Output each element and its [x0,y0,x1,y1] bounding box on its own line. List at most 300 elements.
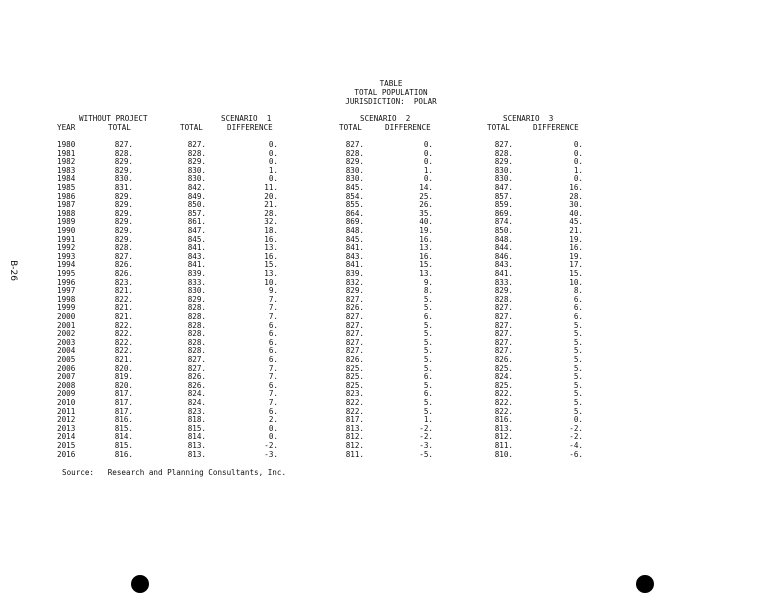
cell-scenario-2-total: 841. [345,260,364,270]
cell-scenario-3-total: 822. [494,398,513,407]
cell-year: 2000 [57,312,76,321]
cell-without-project-total: 823. [114,277,133,287]
cell-scenario-2-difference: -2. [419,423,433,433]
cell-scenario-1-difference: 0. [268,140,278,149]
cell-scenario-1-difference: 9. [268,286,278,296]
cell-scenario-3-difference: -2. [569,432,583,442]
cell-scenario-2-difference: 19. [419,226,433,235]
cell-scenario-3-difference: 0. [573,415,583,425]
cell-scenario-3-total: 829. [494,286,513,296]
cell-scenario-2-difference: 5. [423,363,433,373]
cell-year: 2011 [57,406,76,416]
cell-scenario-3-total: 869. [494,208,513,218]
cell-scenario-2-total: 812. [345,441,364,450]
cell-year: 1992 [57,243,76,253]
cell-year: 1994 [57,260,76,270]
cell-scenario-3-total: 827. [494,320,513,330]
cell-scenario-1-total: 828. [187,312,206,321]
cell-scenario-3-difference: 1. [573,165,583,175]
cell-scenario-2-difference: 5. [423,346,433,356]
cell-scenario-1-total: 826. [187,380,206,390]
cell-year: 2016 [57,449,76,459]
cell-scenario-1-total: 828. [187,346,206,356]
cell-scenario-3-total: 827. [494,140,513,149]
cell-without-project-total: 829. [114,217,133,227]
cell-year: 2014 [57,432,76,442]
cell-scenario-1-difference: 15. [264,260,278,270]
cell-scenario-1-difference: 20. [264,191,278,201]
cell-scenario-2-total: 845. [345,183,364,192]
cell-without-project-total: 831. [114,183,133,192]
cell-without-project-total: 822. [114,329,133,339]
cell-scenario-1-difference: 16. [264,251,278,261]
punch-hole-right [636,575,654,593]
cell-without-project-total: 817. [114,398,133,407]
col-header-scenario-1-difference: DIFFERENCE [227,123,273,132]
cell-scenario-1-total: 845. [187,234,206,244]
cell-year: 2010 [57,398,76,407]
source-note: Source: Research and Planning Consultants, Inc. [62,468,287,477]
cell-scenario-1-difference: 6. [268,346,278,356]
cell-year: 1991 [57,234,76,244]
cell-scenario-2-difference: -3. [419,441,433,450]
cell-scenario-1-difference: 1. [268,165,278,175]
cell-without-project-total: 822. [114,320,133,330]
cell-scenario-3-total: 828. [494,294,513,304]
cell-scenario-1-difference: 0. [268,423,278,433]
cell-scenario-1-difference: 28. [264,208,278,218]
cell-scenario-2-difference: 5. [423,329,433,339]
cell-scenario-2-difference: 0. [423,174,433,184]
cell-scenario-3-total: 833. [494,277,513,287]
cell-scenario-1-total: 814. [187,432,206,442]
cell-scenario-2-difference: 0. [423,157,433,167]
cell-scenario-3-difference: 30. [569,200,583,210]
cell-scenario-3-difference: 5. [573,406,583,416]
cell-scenario-3-total: 827. [494,303,513,313]
cell-without-project-total: 828. [114,243,133,253]
cell-scenario-2-total: 827. [345,337,364,347]
cell-scenario-2-difference: 9. [423,277,433,287]
cell-scenario-2-difference: 40. [419,217,433,227]
col-header-scenario-1-total: TOTAL [180,123,203,132]
cell-scenario-2-total: 864. [345,208,364,218]
group-header-scenario-2: SCENARIO 2 [360,114,411,123]
cell-scenario-2-total: 826. [345,303,364,313]
cell-scenario-1-total: 828. [187,303,206,313]
cell-scenario-3-difference: 40. [569,208,583,218]
cell-scenario-2-total: 811. [345,449,364,459]
cell-scenario-2-difference: 5. [423,337,433,347]
cell-scenario-1-total: 829. [187,157,206,167]
cell-scenario-2-difference: 16. [419,251,433,261]
cell-scenario-3-difference: 0. [573,140,583,149]
cell-scenario-2-difference: 5. [423,320,433,330]
cell-scenario-1-difference: 7. [268,372,278,382]
table-label: TABLE [379,79,403,88]
cell-scenario-3-total: 827. [494,346,513,356]
cell-scenario-1-difference: 32. [264,217,278,227]
cell-scenario-1-total: 824. [187,389,206,399]
col-header-without-project-total: TOTAL [108,123,131,132]
cell-scenario-3-total: 827. [494,312,513,321]
cell-scenario-3-difference: 0. [573,174,583,184]
cell-scenario-3-total: 813. [494,423,513,433]
cell-without-project-total: 821. [114,355,133,364]
cell-scenario-2-difference: 6. [423,312,433,321]
cell-scenario-2-difference: 6. [423,372,433,382]
cell-scenario-2-difference: 1. [423,165,433,175]
cell-scenario-3-difference: 15. [569,269,583,278]
cell-scenario-2-difference: 5. [423,398,433,407]
cell-year: 2008 [57,380,76,390]
table-jurisdiction: JURISDICTION: POLAR [345,97,437,106]
cell-scenario-1-total: 818. [187,415,206,425]
cell-scenario-2-total: 829. [345,157,364,167]
cell-scenario-1-difference: 13. [264,243,278,253]
cell-scenario-2-total: 832. [345,277,364,287]
cell-scenario-1-total: 827. [187,355,206,364]
col-header-scenario-2-difference: DIFFERENCE [385,123,431,132]
cell-without-project-total: 829. [114,191,133,201]
cell-without-project-total: 827. [114,251,133,261]
cell-scenario-2-total: 826. [345,355,364,364]
cell-scenario-2-total: 827. [345,346,364,356]
cell-scenario-2-total: 813. [345,423,364,433]
cell-scenario-1-total: 857. [187,208,206,218]
cell-scenario-3-difference: -2. [569,423,583,433]
cell-scenario-3-total: 822. [494,389,513,399]
cell-scenario-3-difference: 5. [573,363,583,373]
cell-scenario-1-difference: 16. [264,234,278,244]
cell-scenario-2-difference: -2. [419,432,433,442]
cell-scenario-1-difference: -2. [264,441,278,450]
cell-scenario-1-difference: 0. [268,157,278,167]
cell-scenario-1-total: 829. [187,294,206,304]
cell-scenario-1-total: 842. [187,183,206,192]
cell-year: 2002 [57,329,76,339]
cell-scenario-2-total: 839. [345,269,364,278]
group-header-scenario-3: SCENARIO 3 [503,114,554,123]
cell-scenario-3-difference: 5. [573,346,583,356]
cell-year: 2005 [57,355,76,364]
cell-scenario-3-total: 826. [494,355,513,364]
cell-scenario-3-total: 846. [494,251,513,261]
cell-scenario-2-total: 825. [345,363,364,373]
cell-scenario-3-difference: 5. [573,355,583,364]
cell-scenario-3-total: 822. [494,406,513,416]
cell-scenario-3-difference: 5. [573,398,583,407]
col-header-scenario-2-total: TOTAL [339,123,362,132]
cell-without-project-total: 830. [114,174,133,184]
cell-scenario-1-difference: 7. [268,303,278,313]
cell-scenario-2-difference: 0. [423,148,433,158]
cell-scenario-3-difference: 17. [569,260,583,270]
cell-scenario-3-total: 810. [494,449,513,459]
col-header-scenario-3-total: TOTAL [487,123,510,132]
cell-scenario-2-total: 845. [345,234,364,244]
cell-without-project-total: 828. [114,148,133,158]
cell-scenario-2-total: 829. [345,286,364,296]
cell-year: 1997 [57,286,76,296]
cell-scenario-3-difference: -4. [569,441,583,450]
cell-scenario-1-total: 826. [187,372,206,382]
cell-scenario-3-total: 844. [494,243,513,253]
cell-scenario-2-total: 823. [345,389,364,399]
cell-scenario-2-difference: 5. [423,355,433,364]
cell-without-project-total: 826. [114,260,133,270]
cell-scenario-1-difference: 6. [268,406,278,416]
cell-scenario-3-difference: 5. [573,329,583,339]
cell-scenario-1-difference: 6. [268,329,278,339]
cell-year: 1990 [57,226,76,235]
cell-scenario-3-difference: 10. [569,277,583,287]
cell-scenario-1-total: 841. [187,243,206,253]
cell-scenario-3-total: 825. [494,380,513,390]
cell-scenario-1-difference: 0. [268,432,278,442]
cell-scenario-1-total: 828. [187,329,206,339]
cell-scenario-1-difference: 7. [268,294,278,304]
cell-scenario-2-total: 812. [345,432,364,442]
cell-without-project-total: 829. [114,200,133,210]
cell-year: 2013 [57,423,76,433]
cell-scenario-2-difference: 13. [419,269,433,278]
cell-without-project-total: 822. [114,294,133,304]
cell-scenario-1-difference: 2. [268,415,278,425]
cell-scenario-2-total: 841. [345,243,364,253]
cell-scenario-3-total: 825. [494,363,513,373]
cell-scenario-3-total: 847. [494,183,513,192]
cell-without-project-total: 819. [114,372,133,382]
cell-scenario-2-total: 843. [345,251,364,261]
cell-scenario-1-difference: 6. [268,337,278,347]
cell-scenario-2-total: 827. [345,312,364,321]
cell-scenario-1-total: 827. [187,363,206,373]
cell-year: 2001 [57,320,76,330]
cell-scenario-1-difference: 6. [268,355,278,364]
cell-year: 1998 [57,294,76,304]
cell-year: 1993 [57,251,76,261]
cell-scenario-2-difference: 26. [419,200,433,210]
cell-without-project-total: 815. [114,441,133,450]
cell-year: 1988 [57,208,76,218]
cell-scenario-3-difference: -6. [569,449,583,459]
cell-scenario-1-difference: 7. [268,398,278,407]
cell-scenario-3-total: 811. [494,441,513,450]
cell-scenario-3-difference: 6. [573,312,583,321]
cell-scenario-3-difference: 5. [573,380,583,390]
cell-scenario-3-total: 843. [494,260,513,270]
table-row [0,451,782,460]
group-header-scenario-1: SCENARIO 1 [221,114,272,123]
cell-scenario-3-total: 841. [494,269,513,278]
cell-without-project-total: 821. [114,312,133,321]
cell-scenario-1-difference: 6. [268,380,278,390]
cell-scenario-1-total: 849. [187,191,206,201]
col-header-scenario-3-difference: DIFFERENCE [533,123,579,132]
cell-scenario-1-total: 861. [187,217,206,227]
cell-scenario-2-total: 817. [345,415,364,425]
cell-without-project-total: 829. [114,208,133,218]
cell-scenario-2-total: 822. [345,398,364,407]
cell-scenario-2-difference: 5. [423,380,433,390]
col-header-year: YEAR [57,123,76,132]
cell-without-project-total: 829. [114,226,133,235]
cell-scenario-3-total: 857. [494,191,513,201]
cell-scenario-1-total: 827. [187,140,206,149]
cell-scenario-1-total: 839. [187,269,206,278]
cell-without-project-total: 816. [114,415,133,425]
cell-scenario-1-total: 828. [187,337,206,347]
cell-scenario-2-total: 869. [345,217,364,227]
cell-without-project-total: 821. [114,303,133,313]
cell-scenario-3-difference: 5. [573,320,583,330]
cell-scenario-2-difference: 8. [423,286,433,296]
cell-scenario-1-total: 828. [187,320,206,330]
cell-scenario-3-total: 830. [494,174,513,184]
cell-scenario-1-difference: 13. [264,269,278,278]
cell-scenario-3-difference: 6. [573,303,583,313]
page-number-label: B-26 [7,260,18,281]
table-title: TOTAL POPULATION [354,88,428,97]
cell-scenario-3-total: 859. [494,200,513,210]
cell-year: 1986 [57,191,76,201]
cell-without-project-total: 821. [114,286,133,296]
cell-without-project-total: 827. [114,140,133,149]
cell-scenario-3-difference: 6. [573,294,583,304]
cell-scenario-3-difference: 0. [573,148,583,158]
cell-without-project-total: 816. [114,449,133,459]
cell-scenario-1-total: 823. [187,406,206,416]
cell-without-project-total: 817. [114,389,133,399]
cell-scenario-1-total: 847. [187,226,206,235]
cell-scenario-2-total: 830. [345,165,364,175]
cell-scenario-2-difference: 5. [423,294,433,304]
cell-scenario-1-total: 841. [187,260,206,270]
cell-scenario-2-total: 827. [345,329,364,339]
cell-scenario-2-total: 827. [345,320,364,330]
cell-scenario-3-total: 848. [494,234,513,244]
cell-scenario-2-total: 827. [345,140,364,149]
cell-scenario-2-difference: 35. [419,208,433,218]
cell-scenario-2-total: 855. [345,200,364,210]
cell-scenario-3-difference: 5. [573,337,583,347]
cell-scenario-2-total: 822. [345,406,364,416]
cell-scenario-3-difference: 19. [569,251,583,261]
cell-scenario-1-difference: 7. [268,312,278,321]
cell-year: 2007 [57,372,76,382]
cell-without-project-total: 829. [114,234,133,244]
cell-scenario-1-total: 830. [187,165,206,175]
cell-scenario-1-difference: 0. [268,148,278,158]
cell-scenario-3-difference: 45. [569,217,583,227]
group-header-without-project: WITHOUT PROJECT [79,114,148,123]
cell-without-project-total: 820. [114,363,133,373]
cell-scenario-3-total: 812. [494,432,513,442]
cell-scenario-1-difference: 0. [268,174,278,184]
cell-without-project-total: 822. [114,346,133,356]
cell-scenario-2-difference: 5. [423,406,433,416]
cell-scenario-1-total: 833. [187,277,206,287]
cell-without-project-total: 815. [114,423,133,433]
cell-scenario-3-total: 824. [494,372,513,382]
cell-year: 2004 [57,346,76,356]
cell-scenario-1-total: 830. [187,174,206,184]
cell-scenario-3-total: 827. [494,329,513,339]
cell-scenario-2-difference: 6. [423,389,433,399]
cell-scenario-2-total: 830. [345,174,364,184]
cell-scenario-2-total: 825. [345,380,364,390]
cell-scenario-2-difference: 15. [419,260,433,270]
cell-scenario-1-total: 815. [187,423,206,433]
cell-scenario-2-total: 827. [345,294,364,304]
cell-scenario-3-difference: 16. [569,183,583,192]
cell-scenario-3-total: 850. [494,226,513,235]
cell-year: 2003 [57,337,76,347]
cell-scenario-1-total: 824. [187,398,206,407]
cell-year: 2015 [57,441,76,450]
cell-year: 2009 [57,389,76,399]
cell-scenario-3-difference: 0. [573,157,583,167]
cell-scenario-3-difference: 28. [569,191,583,201]
cell-scenario-2-total: 854. [345,191,364,201]
cell-year: 2012 [57,415,76,425]
cell-scenario-2-total: 828. [345,148,364,158]
cell-without-project-total: 814. [114,432,133,442]
cell-without-project-total: 826. [114,269,133,278]
cell-scenario-3-total: 816. [494,415,513,425]
cell-scenario-3-difference: 8. [573,286,583,296]
cell-scenario-1-difference: 7. [268,389,278,399]
cell-scenario-1-difference: 10. [264,277,278,287]
cell-year: 1980 [57,140,76,149]
cell-without-project-total: 829. [114,157,133,167]
cell-scenario-2-total: 848. [345,226,364,235]
cell-scenario-3-difference: 16. [569,243,583,253]
cell-scenario-2-difference: 25. [419,191,433,201]
cell-scenario-2-difference: 0. [423,140,433,149]
cell-scenario-1-total: 850. [187,200,206,210]
cell-without-project-total: 820. [114,380,133,390]
cell-scenario-2-difference: 5. [423,303,433,313]
cell-without-project-total: 829. [114,165,133,175]
cell-scenario-1-difference: 6. [268,320,278,330]
cell-scenario-3-total: 829. [494,157,513,167]
cell-scenario-2-difference: 14. [419,183,433,192]
cell-scenario-1-difference: 7. [268,363,278,373]
cell-year: 1996 [57,277,76,287]
cell-scenario-3-difference: 21. [569,226,583,235]
cell-scenario-1-difference: 21. [264,200,278,210]
cell-scenario-1-difference: 18. [264,226,278,235]
cell-without-project-total: 817. [114,406,133,416]
cell-year: 1985 [57,183,76,192]
cell-scenario-3-total: 827. [494,337,513,347]
cell-scenario-1-total: 843. [187,251,206,261]
cell-scenario-1-difference: 11. [264,183,278,192]
cell-scenario-1-total: 828. [187,148,206,158]
cell-without-project-total: 822. [114,337,133,347]
cell-year: 1981 [57,148,76,158]
cell-scenario-3-total: 874. [494,217,513,227]
cell-scenario-2-difference: 16. [419,234,433,244]
cell-scenario-1-total: 813. [187,449,206,459]
cell-scenario-3-total: 828. [494,148,513,158]
cell-scenario-3-difference: 19. [569,234,583,244]
cell-scenario-1-total: 830. [187,286,206,296]
cell-scenario-3-difference: 5. [573,389,583,399]
cell-scenario-2-difference: -5. [419,449,433,459]
